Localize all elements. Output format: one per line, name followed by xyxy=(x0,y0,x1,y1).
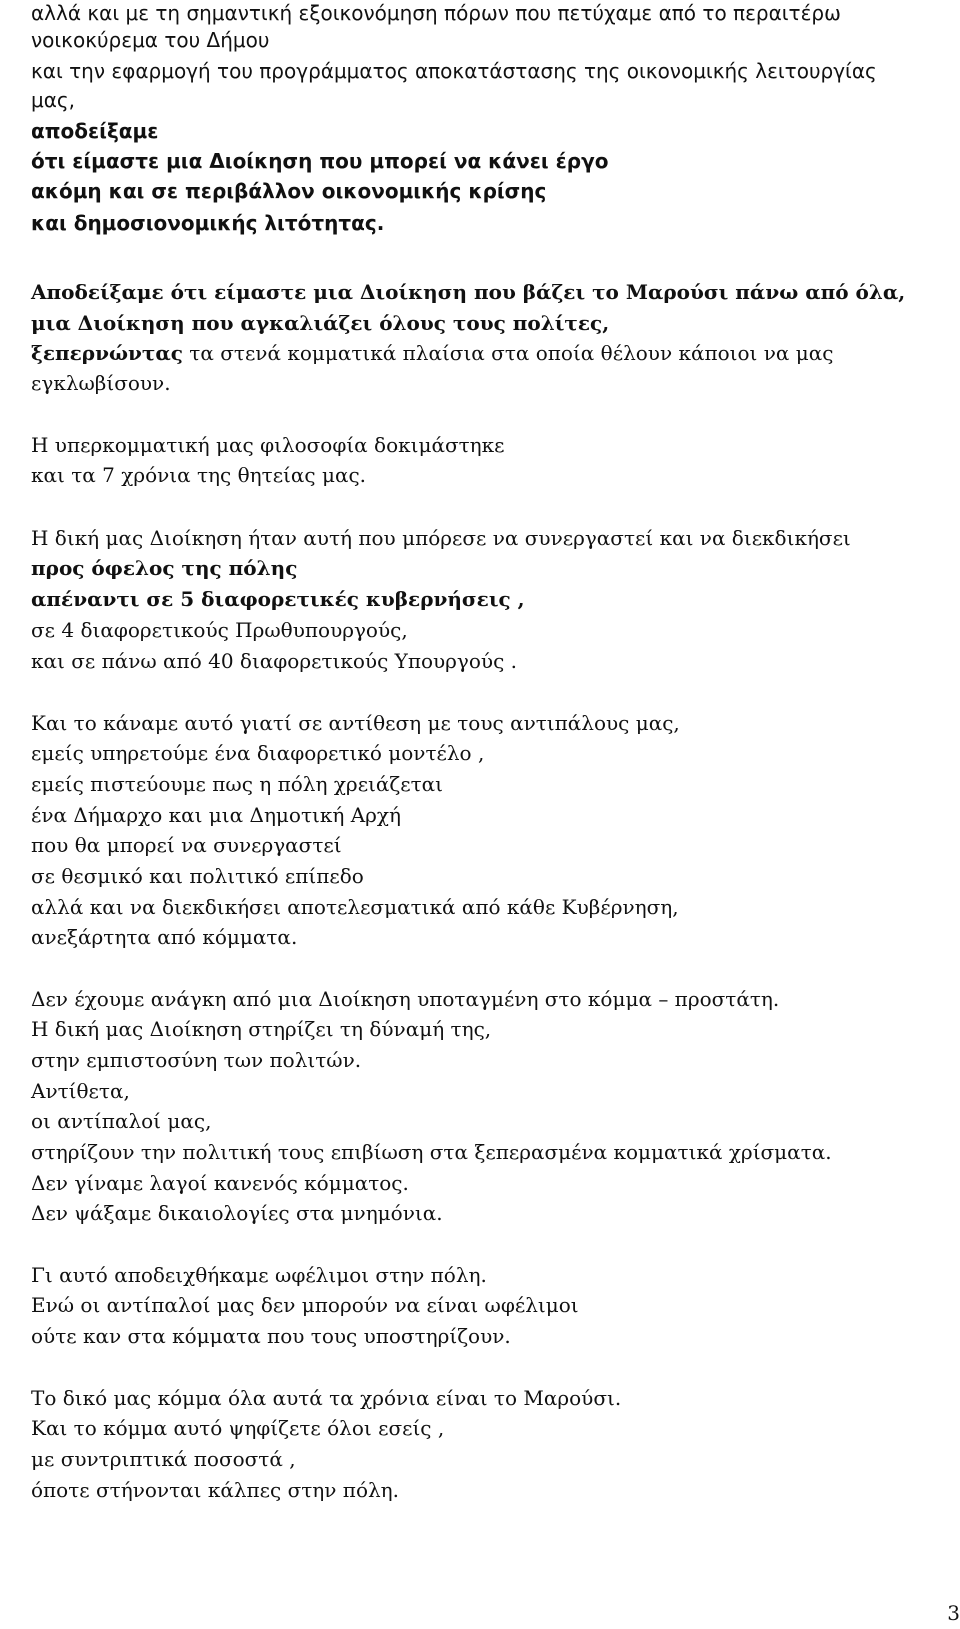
paragraph-5-line-8: ανεξάρτητα από κόμματα. xyxy=(31,925,298,949)
paragraph-6-line-6: στηρίζουν την πολιτική τους επιβίωση στα ξεπερασμένα κομματικά χρίσματα. xyxy=(31,1140,832,1164)
paragraph-8-line-2: Και το κόμμα αυτό ψηφίζετε όλοι εσείς , xyxy=(31,1416,445,1440)
paragraph-2-line-3-rest: τα στενά κομματικά πλαίσια στα οποία θέλουν κάποιοι να μας xyxy=(182,341,834,365)
paragraph-4-line-5: και σε πάνω από 40 διαφορετικούς Υπουργούς . xyxy=(31,649,517,673)
paragraph-6-line-8: Δεν ψάξαμε δικαιολογίες στα μνημόνια. xyxy=(31,1201,443,1225)
paragraph-5-line-7: αλλά και να διεκδικήσει αποτελεσματικά από κάθε Κυβέρνηση, xyxy=(31,895,679,919)
paragraph-7-line-3: ούτε καν στα κόμματα που τους υποστηρίζουν. xyxy=(31,1324,511,1348)
paragraph-2-line-4: εγκλωβίσουν. xyxy=(31,371,171,395)
paragraph-1-line-2: νοικοκύρεμα του Δήμου xyxy=(31,28,270,52)
page-number: 3 xyxy=(947,1601,960,1625)
paragraph-5-line-6: σε θεσμικό και πολιτικό επίπεδο xyxy=(31,864,364,888)
paragraph-7-line-2: Ενώ οι αντίπαλοί μας δεν μπορούν να είναι ωφέλιμοι xyxy=(31,1293,579,1317)
paragraph-5-line-1: Και το κάναμε αυτό γιατί σε αντίθεση με τους αντιπάλους μας, xyxy=(31,711,680,735)
paragraph-2-line-1: Αποδείξαμε ότι είμαστε μια Διοίκηση που βάζει το Μαρούσι πάνω από όλα, xyxy=(31,280,906,304)
paragraph-8-line-3: με συντριπτικά ποσοστά , xyxy=(31,1447,296,1471)
paragraph-8-line-4: όποτε στήνονται κάλπες στην πόλη. xyxy=(31,1478,399,1502)
paragraph-1-line-1: αλλά και με τη σημαντική εξοικονόμηση πόρων που πετύχαμε από το περαιτέρω xyxy=(31,1,841,25)
paragraph-6-line-2: Η δική μας Διοίκηση στηρίζει τη δύναμή της, xyxy=(31,1017,492,1041)
paragraph-6-line-4: Αντίθετα, xyxy=(31,1079,130,1103)
paragraph-1-line-3: και την εφαρμογή του προγράμματος αποκατάστασης της οικονομικής λειτουργίας xyxy=(31,59,877,83)
paragraph-7-line-1: Γι αυτό αποδειχθήκαμε ωφέλιμοι στην πόλη. xyxy=(31,1263,487,1287)
paragraph-2-line-3 xyxy=(31,340,833,367)
paragraph-1-bold-line-4: και δημοσιονομικής λιτότητας. xyxy=(31,211,385,235)
paragraph-8-line-1: Το δικό μας κόμμα όλα αυτά τα χρόνια είναι το Μαρούσι. xyxy=(31,1386,622,1410)
paragraph-1-bold-line-1: αποδείξαμε xyxy=(31,119,159,143)
paragraph-5-line-2: εμείς υπηρετούμε ένα διαφορετικό μοντέλο , xyxy=(31,741,485,765)
paragraph-5-line-4: ένα Δήμαρχο και μια Δημοτική Αρχή xyxy=(31,803,402,827)
paragraph-2-line-2: μια Διοίκηση που αγκαλιάζει όλους τους πολίτες, xyxy=(31,311,610,335)
paragraph-1-bold-line-2: ότι είμαστε μια Διοίκηση που μπορεί να κάνει έργο xyxy=(31,149,609,173)
paragraph-4-line-2: προς όφελος της πόλης xyxy=(31,556,298,580)
paragraph-2-line-3-bold: ξεπερνώντας xyxy=(31,341,183,365)
paragraph-6-line-3: στην εμπιστοσύνη των πολιτών. xyxy=(31,1048,362,1072)
paragraph-6-line-7: Δεν γίναμε λαγοί κανενός κόμματος. xyxy=(31,1171,409,1195)
paragraph-1-line-4: μας, xyxy=(31,88,76,112)
paragraph-4-line-4: σε 4 διαφορετικούς Πρωθυπουργούς, xyxy=(31,618,408,642)
paragraph-1-bold-line-3: ακόμη και σε περιβάλλον οικονομικής κρίσης xyxy=(31,179,547,203)
paragraph-6-line-5: οι αντίπαλοί μας, xyxy=(31,1109,212,1133)
paragraph-5-line-3: εμείς πιστεύουμε πως η πόλη χρειάζεται xyxy=(31,772,444,796)
paragraph-6-line-1: Δεν έχουμε ανάγκη από μια Διοίκηση υποταγμένη στο κόμμα – προστάτη. xyxy=(31,987,780,1011)
paragraph-4-line-1: Η δική μας Διοίκηση ήταν αυτή που μπόρεσε να συνεργαστεί και να διεκδικήσει xyxy=(31,526,851,550)
paragraph-3-line-2: και τα 7 χρόνια της θητείας μας. xyxy=(31,463,367,487)
paragraph-5-line-5: που θα μπορεί να συνεργαστεί xyxy=(31,833,342,857)
paragraph-4-line-3: απέναντι σε 5 διαφορετικές κυβερνήσεις , xyxy=(31,587,525,611)
paragraph-3-line-1: Η υπερκομματική μας φιλοσοφία δοκιμάστηκε xyxy=(31,433,505,457)
